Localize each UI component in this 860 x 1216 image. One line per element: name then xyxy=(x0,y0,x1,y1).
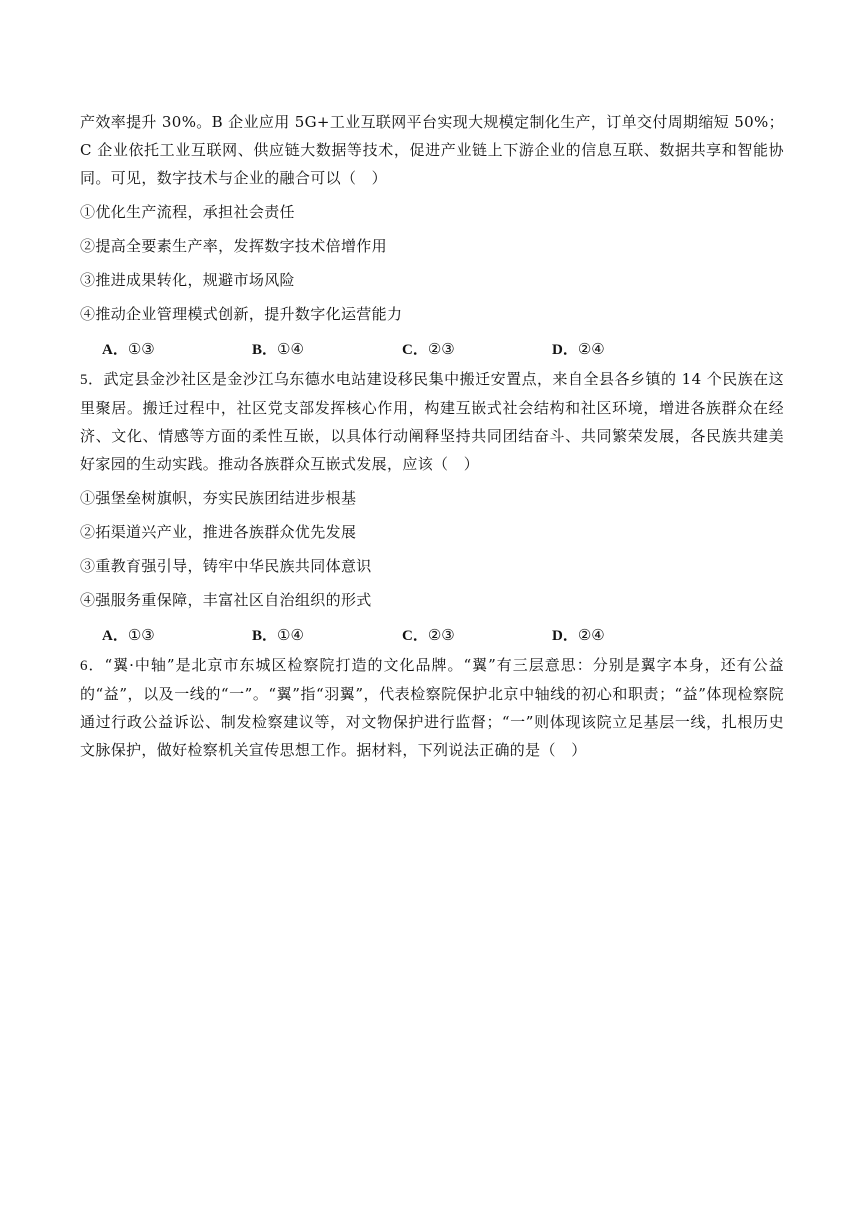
question-4 xyxy=(80,108,784,365)
statement-1: ①强堡垒树旗帜，夯实民族团结进步根基 xyxy=(80,489,357,507)
question-6-text: “翼·中轴”是北京市东城区检察院打造的文化品牌。“翼”有三层意思：分别是翼字本身，还有公益的“益”，以及一线的“一”。“翼”指“羽翼”，代表检察院保护北京中轴线的初心和职责；“益”体现检察院通过行政公益诉讼、制发检察建议等，对文物保护进行监督；“一”则体现该院立足基层一线，扎根历史文脉保护，做好检察机关宣传思想工作。据材料，下列说法正确的是（ ） xyxy=(80,656,785,759)
question-6 xyxy=(80,651,784,764)
statement-2: ②提高全要素生产率，发挥数字技术倍增作用 xyxy=(80,237,388,255)
answer-options xyxy=(80,617,784,651)
question-5 xyxy=(80,365,784,651)
statement-3: ③重教育强引导，铸牢中华民族共同体意识 xyxy=(80,557,372,575)
statement-3: ③推进成果转化，规避市场风险 xyxy=(80,271,295,289)
question-6-stem xyxy=(80,651,784,764)
option-c: C．②③ xyxy=(402,339,455,358)
question-number: 6． xyxy=(80,658,105,674)
question-4-stem-continued: 产效率提升 30%。B 企业应用 5G+工业互联网平台实现大规模定制化生产，订单交付周期缩短 50%；C 企业依托工业互联网、供应链大数据等技术，促进产业链上下游企业的信息互联、数据共享和智能协同。可见，数字技术与企业的融合可以（ ） xyxy=(80,113,784,187)
option-a: A．①③ xyxy=(102,625,155,644)
statement-1: ①优化生产流程，承担社会责任 xyxy=(80,203,295,221)
option-d: D．②④ xyxy=(552,339,605,358)
question-5-stem xyxy=(80,365,784,478)
statement-4: ④强服务重保障，丰富社区自治组织的形式 xyxy=(80,591,372,609)
option-a: A．①③ xyxy=(102,339,155,358)
statement-2: ②拓渠道兴产业，推进各族群众优先发展 xyxy=(80,523,357,541)
option-d: D．②④ xyxy=(552,625,605,644)
statement-4: ④推动企业管理模式创新，提升数字化运营能力 xyxy=(80,305,403,323)
option-b: B．①④ xyxy=(252,339,304,358)
answer-options xyxy=(80,331,784,365)
question-content xyxy=(80,108,784,764)
question-number: 5． xyxy=(80,372,104,388)
question-5-text: 武定县金沙社区是金沙江乌东德水电站建设移民集中搬迁安置点，来自全县各乡镇的 14 个民族在这里聚居。搬迁过程中，社区党支部发挥核心作用，构建互嵌式社会结构和社区环境，增进各族群众在经济、文化、情感等方面的柔性互嵌，以具体行动阐释坚持共同团结奋斗、共同繁荣发展，各民族共建美好家园的生动实践。推动各族群众互嵌式发展，应该（ ） xyxy=(80,370,785,473)
option-b: B．①④ xyxy=(252,625,304,644)
option-c: C．②③ xyxy=(402,625,455,644)
